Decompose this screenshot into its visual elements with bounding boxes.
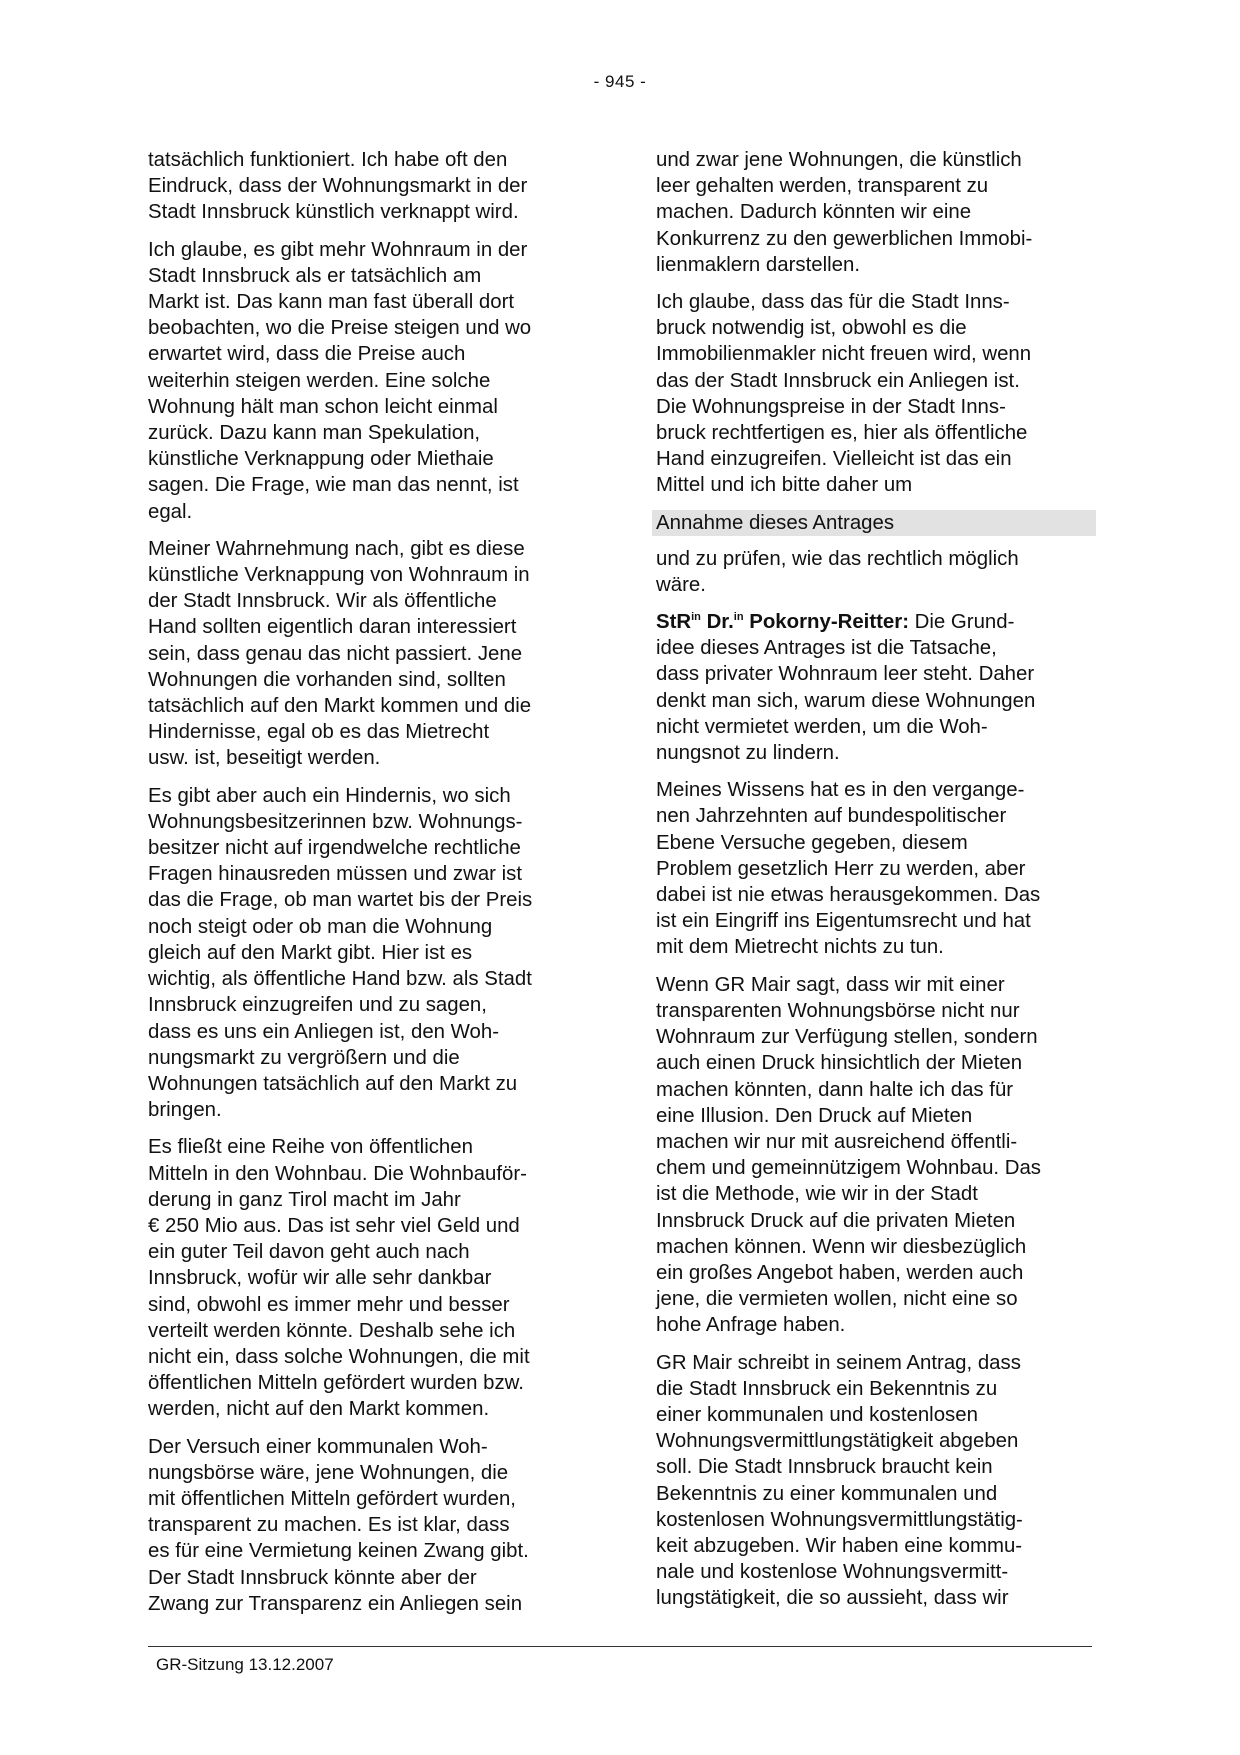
text-line: tatsächlich auf den Markt kommen und die: [148, 695, 532, 718]
text-line: Fragen hinausreden müssen und zwar ist: [148, 863, 523, 886]
left-column: [148, 147, 590, 1628]
text-line: beobachten, wo die Preise steigen und wo: [148, 317, 532, 340]
text-line: eine Illusion. Den Druck auf Mieten: [656, 1104, 973, 1127]
text-line: Innsbruck einzugreifen und zu sagen,: [148, 994, 487, 1017]
text-line: wichtig, als öffentliche Hand bzw. als Stadt: [148, 968, 532, 991]
text-line: transparenten Wohnungsbörse nicht nur: [656, 999, 1020, 1022]
speaker-surname: Pokorny-Reitter:: [749, 611, 909, 634]
text-line: idee dieses Antrages ist die Tatsache,: [656, 637, 997, 660]
text-line: Wohnungsbesitzerinnen bzw. Wohnungs-: [148, 810, 523, 833]
text-line: verteilt werden könnte. Deshalb sehe ich: [148, 1319, 516, 1342]
paragraph: [656, 546, 1092, 598]
text-line: nungsnot zu lindern.: [656, 742, 840, 765]
text-line: leer gehalten werden, transparent zu: [656, 175, 989, 198]
speaker-paragraph: [656, 609, 1092, 766]
text-line: Wohnung hält man schon leicht einmal: [148, 395, 498, 418]
text-line: werden, nicht auf den Markt kommen.: [148, 1398, 490, 1421]
text-line: auch einen Druck hinsichtlich der Mieten: [656, 1052, 1023, 1075]
speaker-line: [656, 609, 1092, 635]
text-line: Wohnungsvermittlungstätigkeit abgeben: [656, 1430, 1019, 1453]
text-line: denkt man sich, warum diese Wohnungen: [656, 689, 1036, 712]
paragraph: [656, 1350, 1092, 1612]
right-column: [656, 147, 1092, 1623]
text-line: machen. Dadurch könnten wir eine: [656, 201, 972, 224]
text-line: Die Grund-: [914, 611, 1015, 634]
footer-session-date: GR-Sitzung 13.12.2007: [156, 1655, 334, 1674]
text-line: € 250 Mio aus. Das ist sehr viel Geld und: [148, 1214, 520, 1237]
text-line: die Stadt Innsbruck ein Bekenntnis zu: [656, 1377, 998, 1400]
text-line: Ich glaube, dass das für die Stadt Inns-: [656, 291, 1010, 314]
text-line: Bekenntnis zu einer kommunalen und: [656, 1482, 998, 1505]
text-line: dabei ist nie etwas herausgekommen. Das: [656, 884, 1041, 907]
text-line: jene, die vermieten wollen, nicht eine so: [656, 1288, 1018, 1311]
text-line: Stadt Innsbruck als er tatsächlich am: [148, 264, 482, 287]
speaker-degree-sup: in: [733, 611, 744, 624]
text-line: Immobilienmakler nicht freuen wird, wenn: [656, 343, 1032, 366]
paragraph: [656, 147, 1092, 278]
text-line: und zu prüfen, wie das rechtlich möglich: [656, 547, 1019, 570]
text-line: sein, dass genau das nicht passiert. Jene: [148, 642, 523, 665]
speaker-title: StR: [656, 611, 692, 634]
text-line: Mitteln in den Wohnbau. Die Wohnbauför-: [148, 1162, 527, 1185]
text-line: nicht ein, dass solche Wohnungen, die mit: [148, 1345, 530, 1368]
text-line: ist die Methode, wie wir in der Stadt: [656, 1183, 978, 1206]
text-line: bringen.: [148, 1099, 222, 1122]
text-line: ein großes Angebot haben, werden auch: [656, 1261, 1024, 1284]
paragraph: [148, 237, 590, 525]
text-line: bruck rechtfertigen es, hier als öffentliche: [656, 422, 1028, 445]
text-line: Markt ist. Das kann man fast überall dort: [148, 291, 515, 314]
text-line: sind, obwohl es immer mehr und besser: [148, 1293, 510, 1316]
text-line: mit dem Mietrecht nichts zu tun.: [656, 936, 944, 959]
text-line: Wohnungen die vorhanden sind, sollten: [148, 668, 506, 691]
text-line: nungsmarkt zu vergrößern und die: [148, 1046, 460, 1069]
text-line: nale und kostenlose Wohnungsvermitt-: [656, 1561, 1009, 1584]
text-line: gleich auf den Markt gibt. Hier ist es: [148, 941, 473, 964]
text-line: Hindernisse, egal ob es das Mietrecht: [148, 721, 490, 744]
paragraph: [656, 777, 1092, 960]
text-line: Wenn GR Mair sagt, dass wir mit einer: [656, 973, 1005, 996]
text-line: Stadt Innsbruck künstlich verknappt wird.: [148, 201, 519, 224]
text-line: soll. Die Stadt Innsbruck braucht kein: [656, 1456, 993, 1479]
text-line: Es gibt aber auch ein Hindernis, wo sich: [148, 784, 511, 807]
text-line: Wohnungen tatsächlich auf den Markt zu: [148, 1072, 518, 1095]
footer-divider: [148, 1646, 1092, 1647]
text-line: erwartet wird, dass die Preise auch: [148, 343, 466, 366]
paragraph: [148, 1134, 590, 1422]
text-line: Eindruck, dass der Wohnungsmarkt in der: [148, 175, 528, 198]
text-line: künstliche Verknappung von Wohnraum in: [148, 564, 530, 587]
text-line: und zwar jene Wohnungen, die künstlich: [656, 149, 1022, 171]
text-line: kostenlosen Wohnungsvermittlungstätig-: [656, 1508, 1023, 1531]
text-line: machen könnten, dann halte ich das für: [656, 1078, 1014, 1101]
text-line: ein guter Teil davon geht auch nach: [148, 1241, 470, 1264]
text-line: besitzer nicht auf irgendwelche rechtliche: [148, 837, 521, 860]
text-line: hohe Anfrage haben.: [656, 1314, 846, 1337]
paragraph: [148, 147, 590, 226]
text-line: chem und gemeinnützigem Wohnbau. Das: [656, 1157, 1042, 1180]
text-line: Die Wohnungspreise in der Stadt Inns-: [656, 395, 1006, 418]
paragraph: [148, 1434, 590, 1617]
text-line: keit abzugeben. Wir haben eine kommu-: [656, 1534, 1023, 1557]
text-line: transparent zu machen. Es ist klar, dass: [148, 1514, 510, 1537]
motion-box: Annahme dieses Antrages: [652, 510, 1096, 536]
text-line: egal.: [148, 500, 193, 523]
text-line: nicht vermietet werden, um die Woh-: [656, 715, 988, 738]
text-line: Ich glaube, es gibt mehr Wohnraum in der: [148, 238, 528, 261]
text-line: nungsbörse wäre, jene Wohnungen, die: [148, 1461, 509, 1484]
text-line: mit öffentlichen Mitteln gefördert wurden,: [148, 1487, 516, 1510]
text-line: weiterhin steigen werden. Eine solche: [148, 369, 491, 392]
text-line: derung in ganz Tirol macht im Jahr: [148, 1188, 461, 1211]
text-line: Hand sollten eigentlich daran interessiert: [148, 616, 517, 639]
text-line: nen Jahrzehnten auf bundespolitischer: [656, 805, 1007, 828]
text-line: es für eine Vermietung keinen Zwang gibt.: [148, 1540, 529, 1563]
text-line: das der Stadt Innsbruck ein Anliegen ist.: [656, 369, 1020, 392]
text-line: Problem gesetzlich Herr zu werden, aber: [656, 857, 1026, 880]
speaker-title-sup: in: [691, 611, 701, 624]
page-number: - 945 -: [593, 72, 647, 91]
text-line: noch steigt oder ob man die Wohnung: [148, 915, 493, 938]
paragraph: [656, 972, 1092, 1339]
text-line: machen wir nur mit ausreichend öffentli-: [656, 1130, 1018, 1153]
text-line: wäre.: [656, 573, 706, 596]
text-line: tatsächlich funktioniert. Ich habe oft den: [148, 149, 508, 171]
text-line: Der Stadt Innsbruck könnte aber der: [148, 1566, 477, 1589]
speaker-degree: Dr.: [706, 611, 734, 634]
text-line: lungstätigkeit, die so aussieht, dass wir: [656, 1587, 1009, 1610]
text-line: machen können. Wenn wir diesbezüglich: [656, 1235, 1027, 1258]
text-line: Der Versuch einer kommunalen Woh-: [148, 1435, 488, 1458]
text-line: Innsbruck, wofür wir alle sehr dankbar: [148, 1267, 492, 1290]
text-line: bruck notwendig ist, obwohl es die: [656, 317, 967, 340]
text-line: Innsbruck Druck auf die privaten Mieten: [656, 1209, 1016, 1232]
paragraph: [656, 289, 1092, 499]
text-line: sagen. Die Frage, wie man das nennt, ist: [148, 474, 519, 497]
paragraph: [148, 783, 590, 1124]
text-line: der Stadt Innsbruck. Wir als öffentliche: [148, 590, 497, 613]
text-line: Wohnraum zur Verfügung stellen, sondern: [656, 1026, 1038, 1049]
speaker-name: [656, 611, 909, 633]
text-line: einer kommunalen und kostenlosen: [656, 1403, 978, 1426]
text-line: usw. ist, beseitigt werden.: [148, 747, 381, 770]
text-line: ist ein Eingriff ins Eigentumsrecht und hat: [656, 910, 1031, 933]
text-line: Konkurrenz zu den gewerblichen Immobi-: [656, 227, 1033, 250]
text-line: lienmaklern darstellen.: [656, 253, 861, 276]
text-line: Ebene Versuche gegeben, diesem: [656, 831, 968, 854]
text-line: Hand einzugreifen. Vielleicht ist das ein: [656, 448, 1012, 471]
text-line: Meines Wissens hat es in den vergange-: [656, 779, 1025, 802]
text-line: Zwang zur Transparenz ein Anliegen sein: [148, 1592, 523, 1615]
text-line: öffentlichen Mitteln gefördert wurden bzw.: [148, 1372, 524, 1395]
text-line: zurück. Dazu kann man Spekulation,: [148, 422, 481, 445]
text-line: Mittel und ich bitte daher um: [656, 474, 913, 497]
paragraph: [148, 536, 590, 772]
text-line: künstliche Verknappung oder Miethaie: [148, 448, 494, 471]
text-line: dass es uns ein Anliegen ist, den Woh-: [148, 1020, 500, 1043]
text-line: GR Mair schreibt in seinem Antrag, dass: [656, 1351, 1021, 1374]
text-line: Es fließt eine Reihe von öffentlichen: [148, 1136, 473, 1159]
text-line: dass privater Wohnraum leer steht. Daher: [656, 663, 1035, 686]
text-line: das die Frage, ob man wartet bis der Preis: [148, 889, 533, 912]
text-line: Meiner Wahrnehmung nach, gibt es diese: [148, 537, 525, 560]
